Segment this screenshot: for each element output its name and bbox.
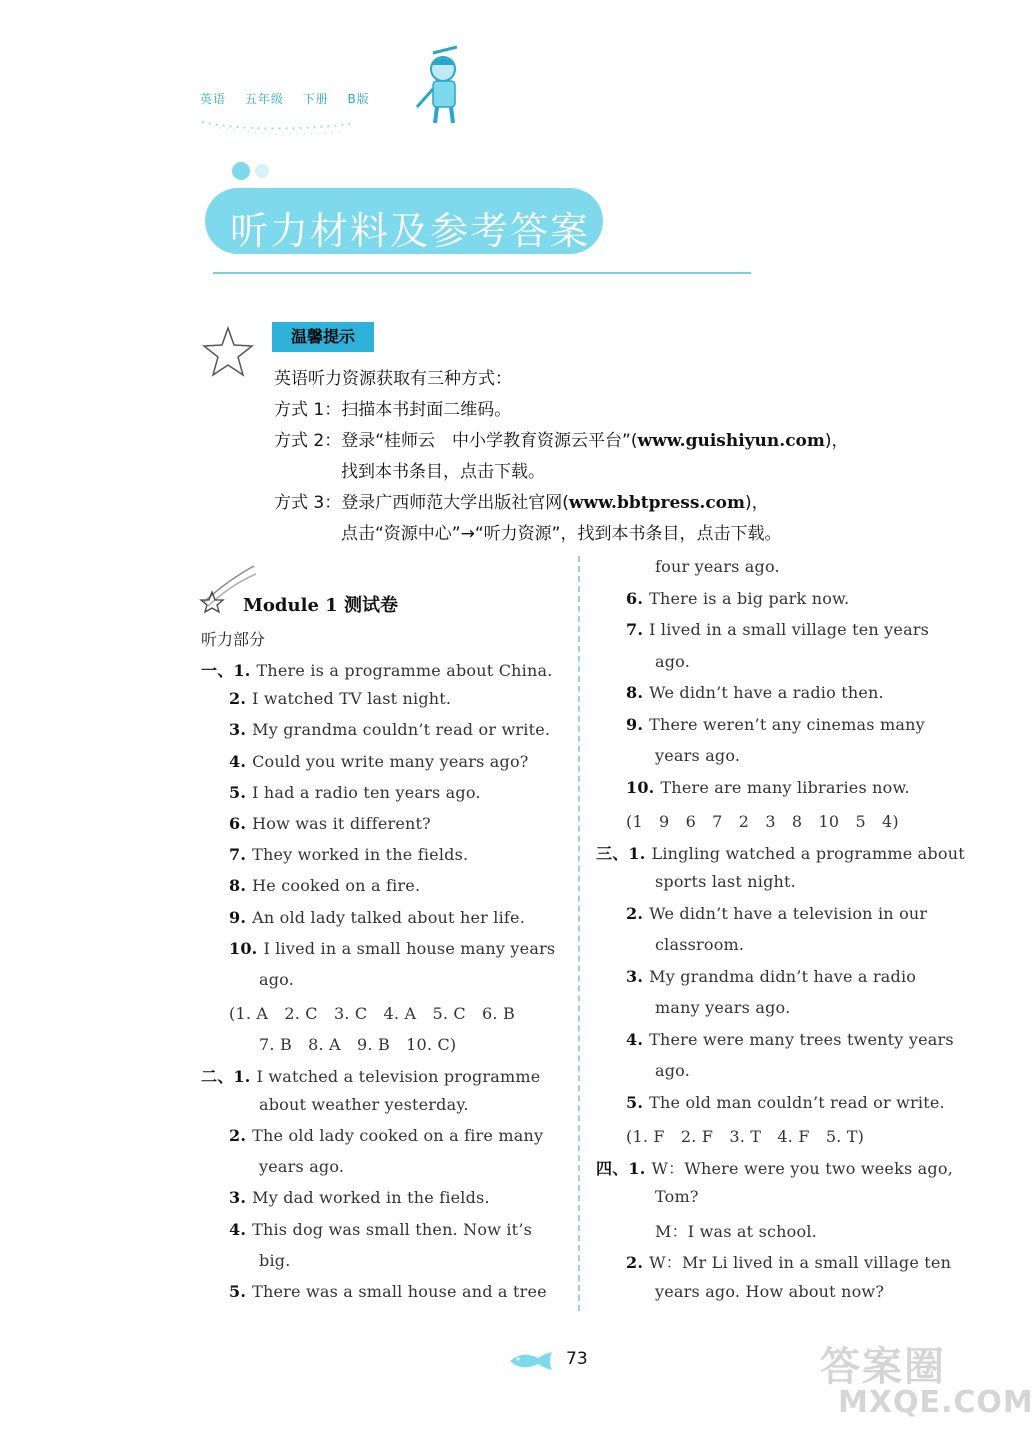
line-text: sports last night. xyxy=(655,872,796,891)
answer-line xyxy=(229,1282,547,1301)
answer-line xyxy=(655,998,790,1017)
answer-line xyxy=(229,1001,515,1024)
item-number: 2. xyxy=(626,903,644,923)
item-number: 4. xyxy=(229,751,247,771)
answer-line xyxy=(229,1126,543,1145)
item-number: 8. xyxy=(626,683,644,702)
item-number: 9. xyxy=(229,907,247,927)
line-text: ago. xyxy=(259,970,295,989)
book-header xyxy=(200,90,384,107)
line-text: Lingling watched a programme about xyxy=(651,843,965,863)
item-number: 5. xyxy=(229,1282,247,1301)
section-number: 二、 xyxy=(201,1066,234,1086)
line-text: classroom. xyxy=(655,935,745,954)
answer-line xyxy=(655,746,740,765)
answer-line xyxy=(626,1250,951,1273)
tips-method-3-cont: 点击“资源中心”→“听力资源”，找到本书条目，点击下载。 xyxy=(341,524,782,544)
line-text: W：Where were you two weeks ago, xyxy=(651,1158,953,1178)
answer-line xyxy=(626,683,884,702)
answer-line xyxy=(259,1157,344,1176)
line-text: My dad worked in the fields. xyxy=(252,1188,490,1208)
watermark-url: MXQE.COM xyxy=(838,1385,1034,1420)
line-text: I had a radio ten years ago. xyxy=(252,782,481,802)
module-suffix: 测试卷 xyxy=(343,595,398,616)
header-subject: 英语 xyxy=(200,92,227,106)
item-number: 7. xyxy=(229,845,247,865)
answer-line xyxy=(229,783,481,802)
line-text: years ago. How about now? xyxy=(655,1281,885,1301)
answer-line xyxy=(229,689,451,708)
answer-line xyxy=(259,1251,291,1270)
answer-line xyxy=(626,715,925,734)
line-text: I watched a television programme xyxy=(256,1066,541,1086)
section-heading: 听力部分 xyxy=(201,630,266,649)
section-number: 一、 xyxy=(201,661,234,680)
item-number: 1. xyxy=(233,1066,251,1086)
answer-line xyxy=(229,845,468,864)
answer-line xyxy=(626,967,916,986)
line-text: big. xyxy=(259,1250,291,1270)
line-text: I watched TV last night. xyxy=(252,689,452,709)
answer-line xyxy=(655,1219,817,1242)
tips-method-3-end: )， xyxy=(745,493,769,513)
line-text: An old lady talked about her life. xyxy=(252,907,525,927)
line-text: He cooked on a fire. xyxy=(252,876,421,896)
page-title: 听力材料及参考答案 xyxy=(230,209,591,253)
answer-line xyxy=(596,841,965,864)
item-number: 1. xyxy=(233,661,251,680)
header-volume: 下册 xyxy=(302,92,329,106)
title-underline xyxy=(213,272,751,274)
item-number: 3. xyxy=(229,1188,247,1208)
line-text: We didn’t have a radio then. xyxy=(649,683,884,702)
answer-line xyxy=(626,589,849,608)
item-number: 3. xyxy=(229,720,247,740)
line-text: years ago. xyxy=(655,746,741,765)
header-grade: 五年级 xyxy=(244,92,284,106)
answer-line xyxy=(626,620,929,639)
item-number: 10. xyxy=(229,938,258,958)
column-divider xyxy=(578,556,580,1311)
tips-method-3-text: 方式 3：登录广西师范大学出版社官网( xyxy=(274,493,569,513)
line-text: Could you write many years ago? xyxy=(252,751,529,771)
answer-line xyxy=(229,1188,490,1207)
section-number: 四、 xyxy=(596,1158,629,1178)
fish-ornament-icon xyxy=(508,1350,556,1372)
answer-line xyxy=(655,557,780,576)
section-number: 三、 xyxy=(596,843,629,863)
item-number: 5. xyxy=(229,782,247,802)
answer-line xyxy=(626,778,910,797)
tips-method-2-url: www.guishiyun.com xyxy=(637,431,825,451)
tips-method-2-end: )， xyxy=(824,431,849,451)
line-text: four years ago. xyxy=(655,557,780,576)
line-text: Tom? xyxy=(655,1187,699,1206)
item-number: 2. xyxy=(626,1253,644,1272)
item-number: 7. xyxy=(626,620,644,639)
line-text: There was a small house and a tree xyxy=(252,1282,547,1301)
item-number: 8. xyxy=(229,876,247,896)
answer-line xyxy=(655,1282,884,1301)
tips-method-3 xyxy=(274,488,769,513)
answer-line xyxy=(655,1061,690,1080)
line-text: There are many libraries now. xyxy=(660,777,910,797)
line-text: (1. A 2. C 3. C 4. A 5. C 6. B xyxy=(229,1004,515,1024)
line-text: ago. xyxy=(655,1061,691,1080)
tips-method-1: 方式 1：扫描本书封面二维码。 xyxy=(274,400,512,420)
line-text: There is a big park now. xyxy=(649,588,850,608)
answer-line xyxy=(229,720,550,739)
answer-line xyxy=(259,1032,456,1055)
line-text: W：Mr Li lived in a small village ten xyxy=(649,1253,952,1272)
line-text: This dog was small then. Now it’s xyxy=(252,1219,533,1239)
line-text: There weren’t any cinemas many xyxy=(649,714,925,734)
answer-line xyxy=(259,1095,469,1114)
line-text: There were many trees twenty years xyxy=(649,1029,954,1049)
answer-line xyxy=(626,1124,864,1147)
answer-line xyxy=(655,935,744,954)
line-text: ago. xyxy=(655,651,691,671)
item-number: 9. xyxy=(626,714,644,734)
item-number: 2. xyxy=(229,1126,247,1145)
title-dot-light xyxy=(255,164,269,178)
answer-line xyxy=(229,814,431,833)
answer-line xyxy=(655,1187,699,1206)
child-mascot-icon xyxy=(405,45,475,130)
line-text: (1. F 2. F 3. T 4. F 5. T) xyxy=(626,1127,865,1146)
item-number: 5. xyxy=(626,1092,644,1112)
answer-line xyxy=(596,1156,953,1179)
item-number: 1. xyxy=(628,1158,646,1178)
answer-line xyxy=(626,809,899,832)
line-text: My grandma didn’t have a radio xyxy=(649,966,917,986)
item-number: 10. xyxy=(626,777,655,797)
line-text: (1 9 6 7 2 3 8 10 5 4) xyxy=(626,812,899,831)
page-number: 73 xyxy=(566,1349,588,1369)
header-edition: B版 xyxy=(347,92,370,106)
tips-intro: 英语听力资源获取有三种方式： xyxy=(274,369,512,389)
star-icon xyxy=(200,325,256,381)
answer-line xyxy=(626,904,927,923)
line-text: I lived in a small house many years xyxy=(263,938,556,958)
item-number: 6. xyxy=(626,588,644,608)
answer-line xyxy=(626,1030,954,1049)
answer-line xyxy=(229,752,529,771)
tips-method-3-url: www.bbtpress.com xyxy=(568,493,745,513)
item-number: 2. xyxy=(229,689,247,709)
answer-line xyxy=(229,939,555,958)
sparkle-trail-decoration xyxy=(200,112,360,140)
tips-method-2 xyxy=(274,426,849,451)
line-text: many years ago. xyxy=(655,998,791,1017)
answer-line xyxy=(259,970,294,989)
module-title xyxy=(243,591,398,617)
item-number: 4. xyxy=(626,1029,644,1049)
line-text: My grandma couldn’t read or write. xyxy=(252,720,551,740)
line-text: The old man couldn’t read or write. xyxy=(649,1092,945,1112)
answer-line xyxy=(626,1093,945,1112)
line-text: I lived in a small village ten years xyxy=(649,620,930,639)
title-dot xyxy=(232,162,250,180)
line-text: years ago. xyxy=(259,1157,345,1177)
item-number: 6. xyxy=(229,814,247,833)
answer-line xyxy=(229,908,525,927)
tips-method-2-text: 方式 2：登录“桂师云 中小学教育资源云平台”( xyxy=(274,431,638,451)
watermark-logo: 答案圈 xyxy=(820,1344,946,1390)
module-name: Module 1 xyxy=(243,595,338,616)
line-text: The old lady cooked on a fire many xyxy=(252,1126,544,1145)
line-text: How was it different? xyxy=(252,814,431,833)
answer-line xyxy=(229,1220,532,1239)
item-number: 1. xyxy=(628,843,646,863)
answer-line xyxy=(201,658,552,681)
tips-method-2-cont: 找到本书条目，点击下载。 xyxy=(341,462,545,482)
line-text: about weather yesterday. xyxy=(259,1094,469,1114)
line-text: They worked in the fields. xyxy=(252,845,469,865)
answer-line xyxy=(655,652,690,671)
answer-line xyxy=(655,872,796,891)
line-text: We didn’t have a television in our xyxy=(649,903,928,923)
line-text: 7. B 8. A 9. B 10. C) xyxy=(259,1035,457,1055)
item-number: 4. xyxy=(229,1219,247,1239)
answer-line xyxy=(229,876,420,895)
item-number: 3. xyxy=(626,966,644,986)
tips-badge: 温馨提示 xyxy=(272,322,374,352)
line-text: M：I was at school. xyxy=(655,1221,817,1241)
answer-line xyxy=(201,1064,540,1087)
line-text: There is a programme about China. xyxy=(256,661,553,680)
